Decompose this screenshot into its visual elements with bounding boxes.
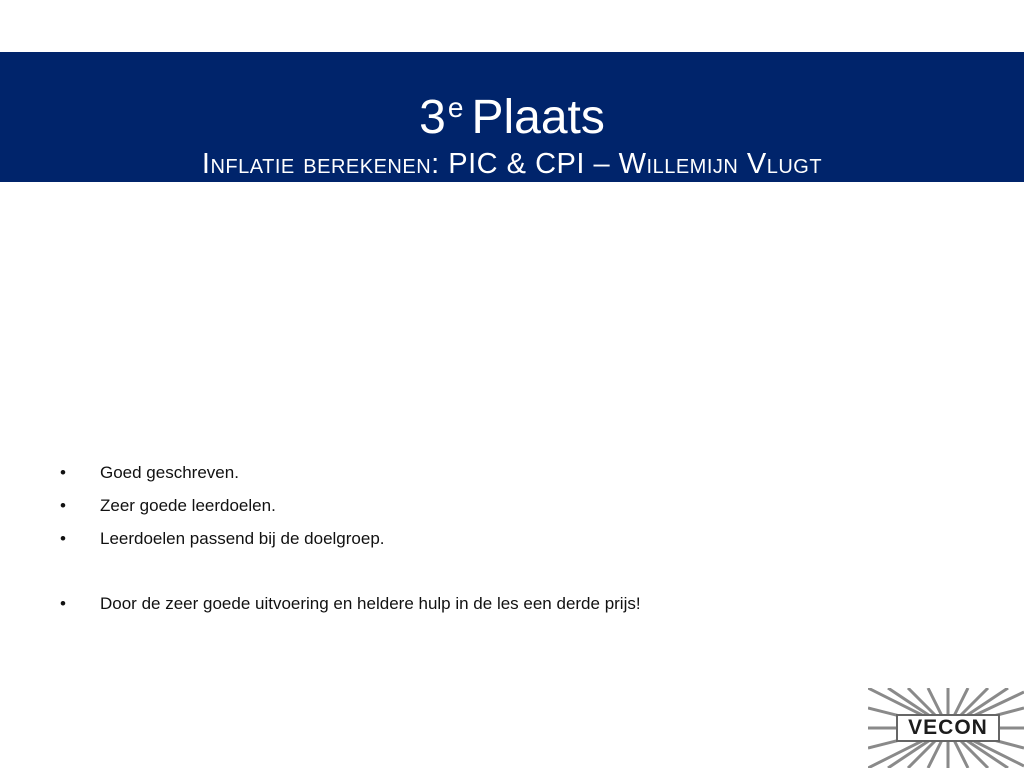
vecon-logo (868, 688, 1024, 768)
title-number: 3 (419, 91, 446, 144)
slide-title (0, 80, 1024, 146)
bullet-item: • Goed geschreven. (58, 459, 958, 492)
bullet-item: • Leerdoelen passend bij de doelgroep. (58, 525, 958, 558)
bullet-item: • Door de zeer goede uitvoering en heldere hulp in de les een derde prijs! (58, 590, 958, 623)
title-superscript: e (447, 92, 464, 123)
title-word: Plaats (471, 91, 605, 144)
slide-subtitle: Inflatie berekenen: PIC & CPI – Willemijn Vlugt (201, 148, 823, 180)
bullet-list (58, 459, 958, 623)
logo-text: VECON (896, 714, 1000, 742)
bullet-item: • Zeer goede leerdoelen. (58, 492, 958, 525)
